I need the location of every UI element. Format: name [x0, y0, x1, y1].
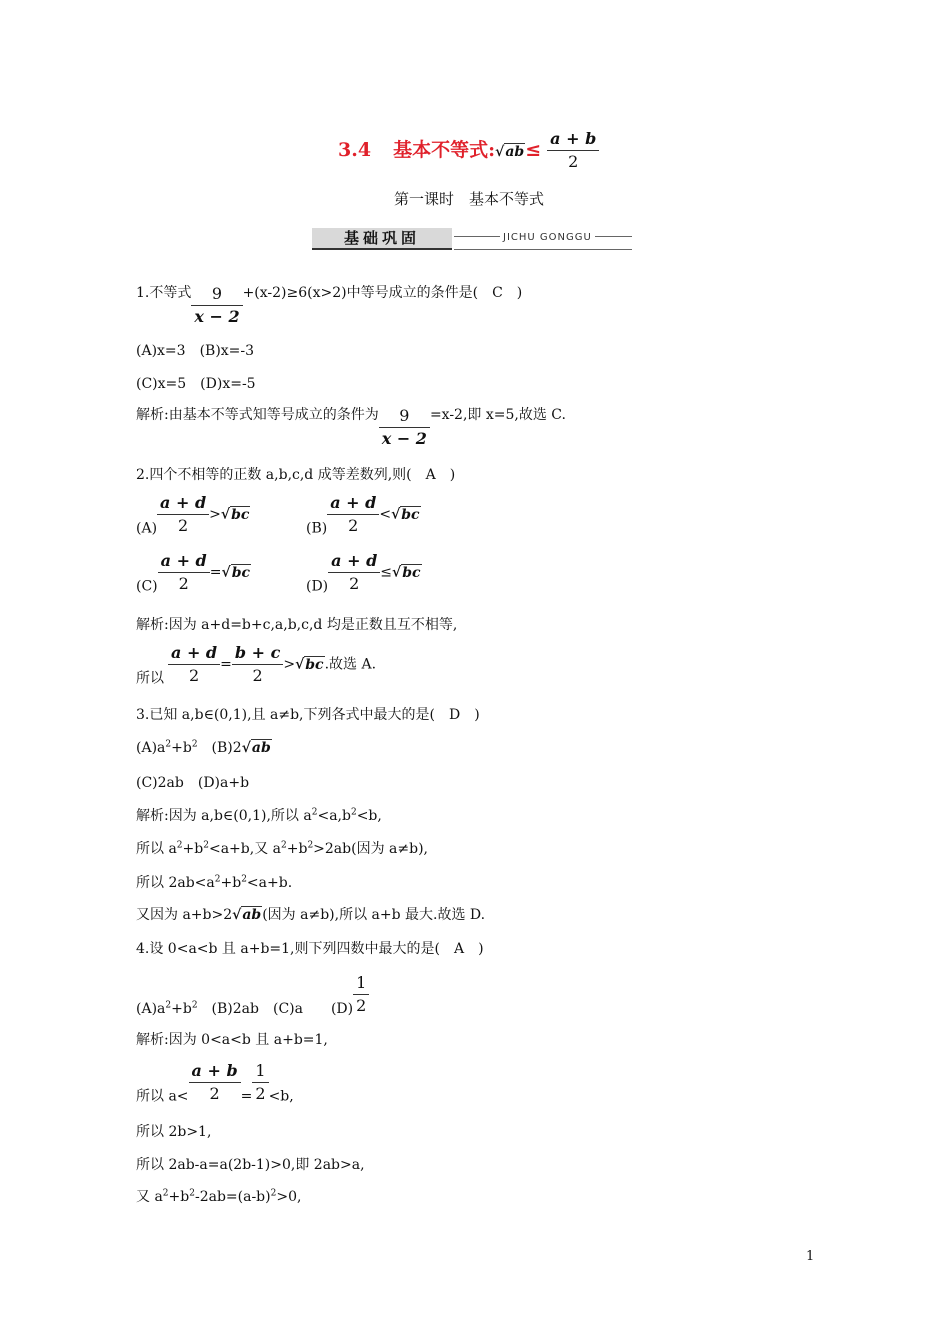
q3-solution-4: 又因为 a+b>2√ab(因为 a≠b),所以 a+b 最大.故选 D. [136, 907, 486, 923]
title-sqrt: √ab [495, 144, 525, 160]
q2-option-d: (D) $\frac{a + d}{2}$ ≤√bc [306, 551, 421, 595]
q4-stem: 4.设 0<a<b 且 a+b=1,则下列四数中最大的是( A ) [136, 941, 484, 957]
q1-solution: 解析:由基本不等式知等号成立的条件为 $\frac{9}{x - 2}$ =x-2,即 x=5,故选 C. [136, 406, 566, 448]
q2-option-b: (B) $\frac{a + d}{2}$ <√bc [306, 493, 420, 537]
q1-options-ab: (A)x=3 (B)x=-3 [136, 343, 255, 359]
title-relation: ≤ [525, 139, 542, 161]
q3-solution-1: 解析:因为 a,b∈(0,1),所以 $a^2<a,b^2<b$, [136, 807, 382, 824]
q2-option-a: (A) $\frac{a + d}{2}$ >√bc [136, 493, 250, 537]
q4-solution-3: 所以 2b>1, [136, 1124, 212, 1140]
q4-solution-2: 所以 a< $\frac{a + b}{2}$ = $\frac{1}{2}$ <b, [136, 1061, 294, 1105]
q2-option-c: (C) $\frac{a + d}{2}$ =√bc [136, 551, 251, 595]
q4-solution-5: 又 $a^2+b^2-2ab=(a-b)^2>0$, [136, 1188, 302, 1205]
q3-solution-3: 所以 $2ab<a^2+b^2<a+b$. [136, 874, 293, 891]
banner-english: JICHU GONGGU [500, 232, 595, 243]
q2-solution-1: 解析:因为 a+d=b+c,a,b,c,d 均是正数且互不相等, [136, 617, 458, 633]
q3-options-ab: $(A)a^2+b^2$ (B)2√ab [136, 739, 271, 756]
q1-solution-fraction: $\frac{9}{x - 2}$ [379, 405, 430, 450]
q2-stem: 2.四个不相等的正数 a,b,c,d 成等差数列,则( A ) [136, 467, 456, 483]
q4-solution-4: 所以 2ab-a=a(2b-1)>0,即 2ab>a, [136, 1157, 365, 1173]
banner-label: 基础巩固 [312, 228, 452, 250]
q3-stem: 3.已知 a,b∈(0,1),且 a≠b,下列各式中最大的是( D ) [136, 707, 480, 723]
subtitle: 第一课时 基本不等式 [394, 190, 545, 208]
q2-solution-2: 所以 $\frac{a + d}{2}$ = $\frac{b + c}{2}$ >√bc.故选 A. [136, 643, 377, 687]
q4-options: $(A)a^2+b^2$ (B)2ab (C)a (D) $\frac{1}{2}$ [136, 972, 369, 1018]
q3-options-cd: (C)2ab (D)a+b [136, 775, 250, 791]
section-title [338, 128, 599, 173]
page-number: 1 [806, 1249, 815, 1264]
title-text: 基本不等式: [393, 139, 496, 161]
section-banner [312, 228, 632, 248]
q1-stem: 1.不等式 $\frac{9}{x - 2}$ +(x-2)≥6(x>2)中等号成立的条件是( C ) [136, 284, 523, 326]
q3-solution-2: 所以 $a^2+b^2<a+b$,又 $a^2+b^2>2ab$(因为 a≠b), [136, 840, 428, 857]
q1-fraction: $\frac{9}{x - 2}$ [191, 283, 242, 328]
q4-solution-1: 解析:因为 0<a<b 且 a+b=1, [136, 1032, 328, 1048]
section-number: 3.4 [338, 139, 372, 161]
title-fraction: $\frac{a + b}{2}$ [547, 128, 599, 173]
q1-options-cd: (C)x=5 (D)x=-5 [136, 376, 256, 392]
